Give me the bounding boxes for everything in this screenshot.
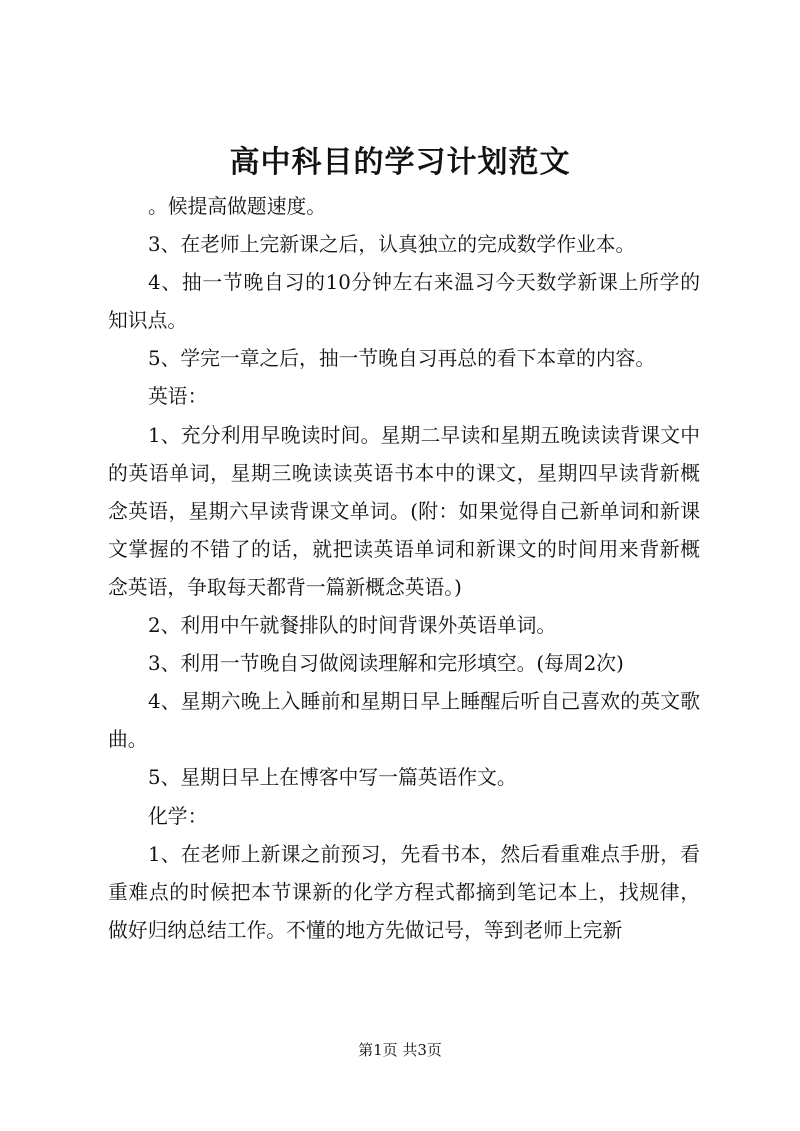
paragraph: 2、利用中午就餐排队的时间背课外英语单词。 [148, 614, 557, 638]
paragraph: 4、星期六晚上入睡前和星期日早上睡醒后听自己喜欢的英文歌曲。 [108, 690, 700, 752]
paragraph: 3、利用一节晚自习做阅读理解和完形填空。(每周2次) [148, 652, 624, 676]
paragraph: 4、抽一节晚自习的10分钟左右来温习今天数学新课上所学的知识点。 [108, 271, 700, 333]
paragraph: 1、在老师上新课之前预习，先看书本，然后看重难点手册，看重难点的时候把本节课新的化学方程式都摘到笔记本上，找规律，做好归纳总结工作。不懂的地方先做记号，等到老师上完新 [108, 842, 700, 942]
section-heading-english: 英语： [148, 385, 208, 409]
paragraph: 5、星期日早上在博客中写一篇英语作文。 [148, 766, 517, 790]
paragraph: 5、学完一章之后，抽一节晚自习再总的看下本章的内容。 [148, 347, 656, 371]
document-body [108, 188, 700, 950]
document-title: 高中科目的学习计划范文 [229, 145, 571, 180]
section-heading-chemistry: 化学： [148, 804, 208, 828]
page-footer: 第1页 共3页 [358, 1041, 442, 1059]
paragraph: 1、充分利用早晚读时间。星期二早读和星期五晚读读背课文中的英语单词，星期三晚读读英语书本中的课文，星期四早读背新概念英语，星期六早读背课文单词。(附：如果觉得自己新单词和新课文掌握的不错了的话，就把读英语单词和新课文的时间用来背新概念英语，争取每天都背一篇新概念英语。) [108, 423, 700, 599]
paragraph: 3、在老师上完新课之后，认真独立的完成数学作业本。 [148, 233, 636, 257]
paragraph: 。候提高做题速度。 [148, 195, 327, 218]
